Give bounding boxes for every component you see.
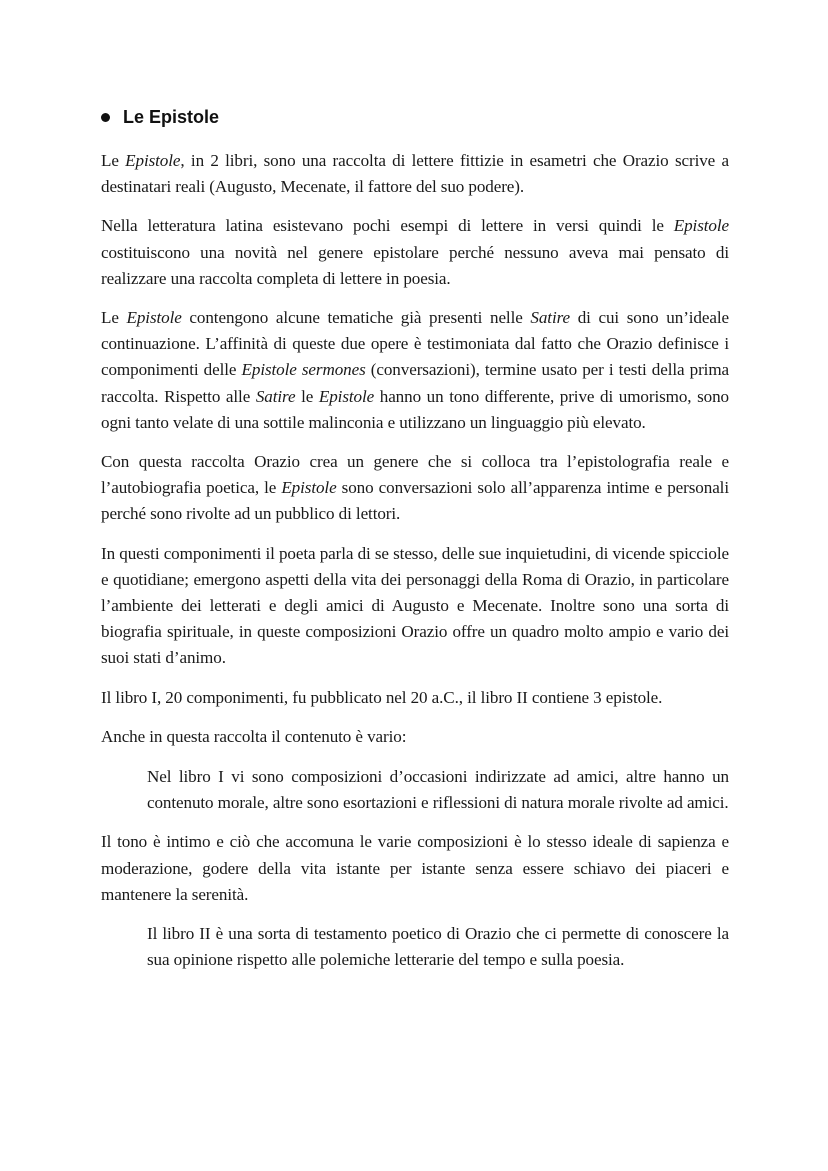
paragraph-4: Con questa raccolta Orazio crea un genere che si colloca tra l’epistolografia reale e l’autobiografia poetica, le Epistole sono conversazioni solo all’apparenza intime e personali perché sono rivolte ad un pubblico di lettori.	[101, 452, 729, 524]
document-body	[101, 148, 729, 986]
section-title: Le Epistole	[123, 107, 220, 127]
bullet-icon	[101, 113, 110, 122]
paragraph-3: Le Epistole contengono alcune tematiche già presenti nelle Satire di cui sono un’ideale continuazione. L’affinità di queste due opere è testimoniata dal fatto che Orazio definisce i componimenti delle Epistole sermones (conversazioni), termine usato per i testi della prima raccolta. Rispetto alle Satire le Epistole hanno un tono differente, prive di umorismo, sono ogni tanto velate di una sottile malinconia e utilizzano un linguaggio più elevato.	[101, 308, 730, 432]
paragraph-5: In questi componimenti il poeta parla di se stesso, delle sue inquietudini, di vicende spicciole e quotidiane; emergono aspetti della vita dei personaggi della Roma di Orazio, in particolare l’ambiente dei letterati e degli amici di Augusto e Mecenate. Inoltre sono una sorta di biografia spirituale, in queste composizioni Orazio offre un quadro molto ampio e vario dei suoi stati d’animo.	[101, 543, 729, 668]
section-heading	[101, 107, 219, 128]
paragraph-1: Le Epistole, in 2 libri, sono una raccolta di lettere fittizie in esametri che Orazio scrive a destinatari reali (Augusto, Mecenate, il fattore del suo podere).	[101, 151, 729, 197]
indented-paragraph-libro-ii: Il libro II è una sorta di testamento poetico di Orazio che ci permette di conoscere la sua opinione rispetto alle polemiche letterarie del tempo e sulla poesia.	[147, 924, 729, 970]
paragraph-7: Anche in questa raccolta il contenuto è vario:	[101, 726, 407, 746]
paragraph-6: Il libro I, 20 componimenti, fu pubblicato nel 20 a.C., il libro II contiene 3 epistole.	[101, 687, 663, 707]
paragraph-9: Il tono è intimo e ciò che accomuna le varie composizioni è lo stesso ideale di sapienza e moderazione, godere della vita istante per istante senza essere schiavo dei piaceri e mantenere la serenità.	[101, 832, 729, 904]
indented-paragraph-libro-i: Nel libro I vi sono composizioni d’occasioni indirizzate ad amici, altre hanno un contenuto morale, altre sono esortazioni e riflessioni di natura morale rivolte ad amici.	[147, 767, 729, 813]
paragraph-2: Nella letteratura latina esistevano pochi esempi di lettere in versi quindi le Epistole costituiscono una novità nel genere epistolare perché nessuno aveva mai pensato di realizzare una raccolta completa di lettere in poesia.	[101, 216, 729, 288]
